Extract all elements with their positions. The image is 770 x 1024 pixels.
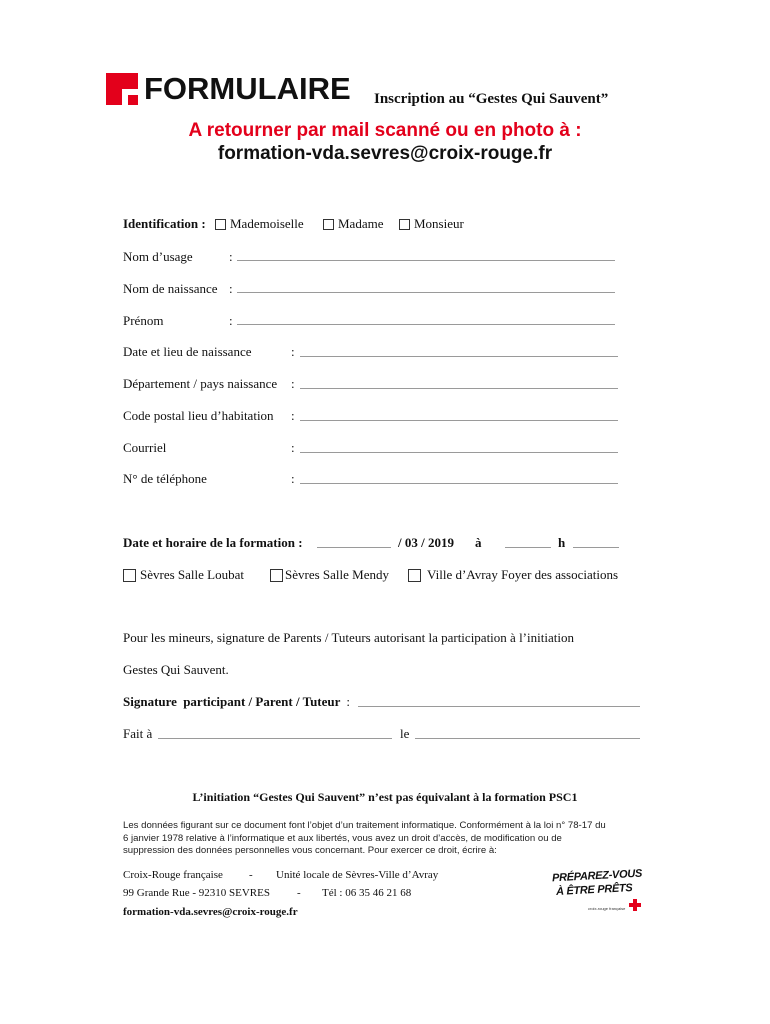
formation-minute-line[interactable] (573, 547, 619, 548)
field-sep: : (229, 313, 233, 328)
org-email: formation-vda.sevres@croix-rouge.fr (123, 906, 298, 918)
formation-h: h (558, 535, 566, 550)
org-dash: - (249, 869, 253, 881)
option-label: Monsieur (414, 216, 464, 231)
fait-line[interactable] (158, 738, 392, 739)
field-line[interactable] (300, 420, 618, 421)
le-line[interactable] (415, 738, 640, 739)
field-label: Code postal lieu d’habitation (123, 408, 274, 423)
checkbox-icon (399, 219, 410, 230)
return-email: formation-vda.sevres@croix-rouge.fr (217, 143, 553, 164)
field-line[interactable] (237, 292, 615, 293)
org-unit: Unité locale de Sèvres-Ville d’Avray (276, 869, 439, 881)
field-sep: : (229, 281, 233, 296)
checkbox-mademoiselle[interactable] (215, 216, 304, 232)
field-sep: : (291, 376, 295, 391)
field-label: N° de téléphone (123, 471, 207, 486)
checkbox-icon (323, 219, 334, 230)
privacy-notice (123, 820, 653, 858)
location-ville-avray[interactable] (408, 567, 618, 583)
fait-label: Fait à (123, 726, 153, 741)
privacy-line: 6 janvier 1978 relative à l’informatique et aux libertés, vous avez un droit d’accès, de modification ou de (123, 832, 562, 844)
location-label: Sèvres Salle Loubat (140, 567, 244, 582)
privacy-line: suppression des données personnelles vous concernant. Pour exercer ce droit, écrire à: (123, 845, 497, 856)
location-label: Sèvres Salle Mendy (285, 567, 389, 582)
signature-row (123, 694, 350, 710)
checkbox-icon (408, 569, 421, 582)
field-line[interactable] (300, 388, 618, 389)
field-sep: : (229, 249, 233, 264)
signature-line[interactable] (358, 706, 640, 707)
option-label: Mademoiselle (230, 216, 304, 231)
checkbox-icon (270, 569, 283, 582)
identification-row (123, 216, 643, 232)
field-label: Nom d’usage (123, 249, 193, 264)
field-sep: : (291, 440, 295, 455)
formation-label: Date et horaire de la formation : (123, 535, 303, 550)
field-label: Prénom (123, 313, 164, 328)
checkbox-madame[interactable] (323, 216, 383, 232)
field-label: Nom de naissance (123, 281, 218, 296)
formation-day-line[interactable] (317, 547, 391, 548)
field-line[interactable] (237, 324, 615, 325)
option-label: Madame (338, 216, 384, 231)
field-sep: : (291, 344, 295, 359)
formation-a: à (475, 535, 482, 550)
location-mendy[interactable] (270, 567, 389, 583)
field-label: Date et lieu de naissance (123, 344, 252, 359)
field-line[interactable] (300, 452, 618, 453)
slogan-line2: À ÊTRE PRÊTS (555, 882, 633, 898)
field-line[interactable] (237, 260, 615, 261)
org-tel: Tél : 06 35 46 21 68 (322, 887, 412, 899)
slogan-line1: PRÉPAREZ-VOUS (551, 867, 643, 885)
minors-text-line1: Pour les mineurs, signature de Parents / Tuteurs autorisant la participation à l’initiation (123, 630, 574, 645)
brand-small: croix-rouge française (588, 906, 626, 911)
preparez-vous-logo (548, 867, 644, 916)
location-label: Ville d’Avray Foyer des associations (427, 567, 619, 582)
red-cross-icon (629, 899, 641, 911)
org-name: Croix-Rouge française (123, 869, 223, 881)
form-subtitle: Inscription au “Gestes Qui Sauvent” (374, 91, 609, 107)
field-label: Courriel (123, 440, 167, 455)
field-sep: : (291, 471, 295, 486)
field-label: Département / pays naissance (123, 376, 278, 391)
checkbox-icon (215, 219, 226, 230)
checkbox-monsieur[interactable] (399, 216, 464, 232)
identification-label: Identification : (123, 216, 206, 231)
checkbox-icon (123, 569, 136, 582)
org-address: 99 Grande Rue - 92310 SEVRES (123, 887, 270, 899)
signature-rest: participant / Parent / Tuteur (183, 694, 341, 709)
psc1-notice: L’initiation “Gestes Qui Sauvent” n’est pas équivalant à la formation PSC1 (192, 790, 578, 804)
minors-text-line2: Gestes Qui Sauvent. (123, 662, 229, 677)
formation-date-suffix: / 03 / 2019 (398, 535, 454, 550)
formulaire-logo (106, 73, 358, 107)
signature-sep: : (346, 694, 351, 709)
le-label: le (400, 726, 410, 741)
field-line[interactable] (300, 483, 618, 484)
org-dash: - (297, 887, 301, 899)
field-sep: : (291, 408, 295, 423)
privacy-line: Les données figurant sur ce document font l’objet d’un traitement informatique. Conformément à la loi n° 78-17 du (123, 820, 606, 831)
field-line[interactable] (300, 356, 618, 357)
return-instruction: A retourner par mail scanné ou en photo à : (188, 120, 582, 141)
location-loubat[interactable] (123, 567, 244, 583)
signature-label: Signature (123, 694, 177, 709)
logo-word: FORMULAIRE (144, 71, 351, 106)
formation-hour-line[interactable] (505, 547, 551, 548)
